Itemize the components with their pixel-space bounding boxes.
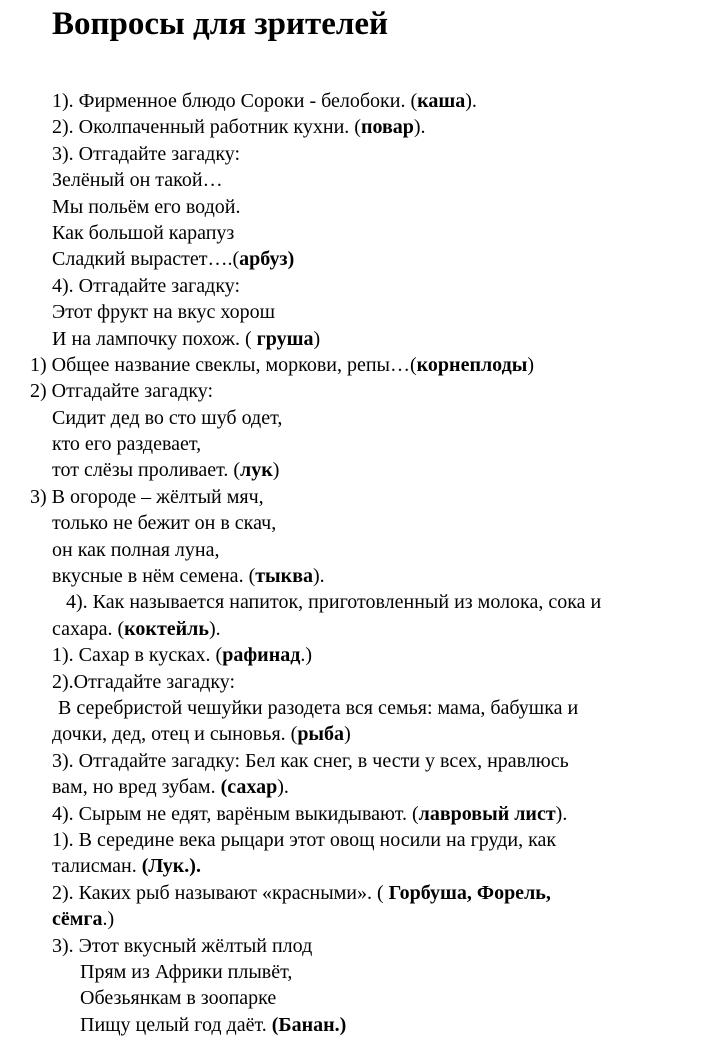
text-line [0,589,704,615]
question-text: Зелёный он такой… [52,169,223,192]
text-line [0,167,704,193]
question-text: ). [208,617,221,640]
answer-text: лавровый лист [418,802,556,825]
question-text: 3). Отгадайте загадку: Бел как снег, в чести у всех, нравлюсь [52,749,569,772]
text-line [0,510,704,536]
question-text: И на лампочку похож. ( [52,327,257,350]
answer-text: рафинад [222,644,301,667]
text-line [0,352,704,378]
question-text: 1). Сахар в кусках. ( [52,644,223,667]
text-line [0,933,704,959]
question-text: кто его раздевает, [52,433,202,456]
text-line [0,853,704,879]
question-text: 2).Отгадайте загадку: [52,670,236,693]
text-line [0,959,704,985]
question-text: сахара. ( [52,617,125,640]
answer-text: (Банан.) [271,1013,347,1036]
question-text: 1). Фирменное блюдо Сороки - белобоки. ( [52,90,418,112]
question-text: ). [465,90,477,112]
answer-text: ) [287,248,295,271]
question-text: Пищу целый год даёт. [80,1013,272,1036]
question-text: 3) В огороде – жёлтый мяч, [30,485,264,508]
question-text: Этот фрукт на вкус хорош [52,301,276,324]
answer-text: рыба [297,723,345,746]
question-text: Обезьянкам в зоопарке [80,987,277,1010]
question-text: 1). В середине века рыцари этот овощ носили на груди, как [52,828,557,851]
question-text: ) [527,353,535,376]
answer-text: тыква [255,565,313,588]
answer-text: корнеплоды [416,353,528,376]
text-line [0,484,704,510]
text-line [0,457,704,483]
question-text: ). [413,116,426,139]
question-text: .) [300,644,312,667]
text-line [0,246,704,272]
answer-text: (Лук.). [141,855,201,878]
text-line [0,114,704,140]
text-line [0,273,704,299]
answer-text: сёмга [52,908,103,931]
answer-text: коктейль [124,617,209,640]
question-text: 4). Сырым не едят, варёным выкидывают. ( [52,802,419,825]
text-line [0,1012,704,1038]
question-text: Сидит дед во сто шуб одет, [52,406,283,429]
text-line [0,431,704,457]
question-text: он как полная луна, [52,538,220,561]
text-line [0,827,704,853]
text-line [0,906,704,932]
question-text: Сладкий вырастет….( [52,248,240,271]
question-text: дочки, дед, отец и сыновья. ( [52,723,298,746]
question-text: 2). Околпаченный работник кухни. ( [52,116,361,139]
text-line [0,695,704,721]
answer-text: (сахар [220,776,278,799]
question-text: ). [277,776,289,799]
answer-text: каша [417,90,466,112]
question-text: Мы польём его водой. [52,195,241,218]
question-text: тот слёзы проливает. ( [52,459,240,482]
text-line [0,299,704,325]
text-line [0,721,704,747]
text-line [0,801,704,827]
answer-text: груша [256,327,314,350]
text-line [0,616,704,642]
text-line [0,141,704,167]
question-text: 4). Отгадайте загадку: [52,274,241,297]
text-line [0,537,704,563]
question-text: 4). Как называется напиток, приготовленный из молока, сока и [66,591,602,614]
answer-text: арбуз [239,248,288,271]
question-text: талисман. [52,855,142,878]
question-text: ). [313,565,325,588]
question-text: 1) Общее название свеклы, моркови, репы…( [30,353,417,376]
text-line [0,88,704,114]
question-text: ) [344,723,351,746]
text-line [0,642,704,668]
question-text: 3). Отгадайте загадку: [52,142,241,165]
text-line [0,748,704,774]
question-text: ) [272,459,280,482]
text-line [0,220,704,246]
text-line [0,880,704,906]
page-title: Вопросы для зрителей [52,6,389,42]
question-text: ) [313,327,321,350]
text-line [0,563,704,589]
text-line [0,194,704,220]
text-line [0,405,704,431]
text-line [0,774,704,800]
text-line [0,669,704,695]
text-line [0,985,704,1011]
question-text: вам, но вред зубам. [52,776,221,799]
question-text: вкусные в нём семена. ( [52,565,256,588]
question-text: 2). Каких рыб называют «красными». ( [52,881,389,904]
answer-text: лук [239,459,273,482]
question-text: ). [555,802,568,825]
question-text: только не бежит он в скач, [52,512,277,535]
question-text: Как большой карапуз [52,221,235,244]
question-text: Прям из Африки плывёт, [80,960,293,983]
question-text: 3). Этот вкусный жёлтый плод [52,934,313,957]
text-line [0,326,704,352]
question-text: 2) Отгадайте загадку: [30,380,214,403]
questions-list [0,88,704,1038]
question-text: В серебристой чешуйки разодета вся семья: мама, бабушка и [58,696,579,719]
answer-text: повар [360,116,414,139]
text-line [0,378,704,404]
answer-text: Горбуша, Форель, [388,881,551,904]
question-text: .) [102,908,115,931]
